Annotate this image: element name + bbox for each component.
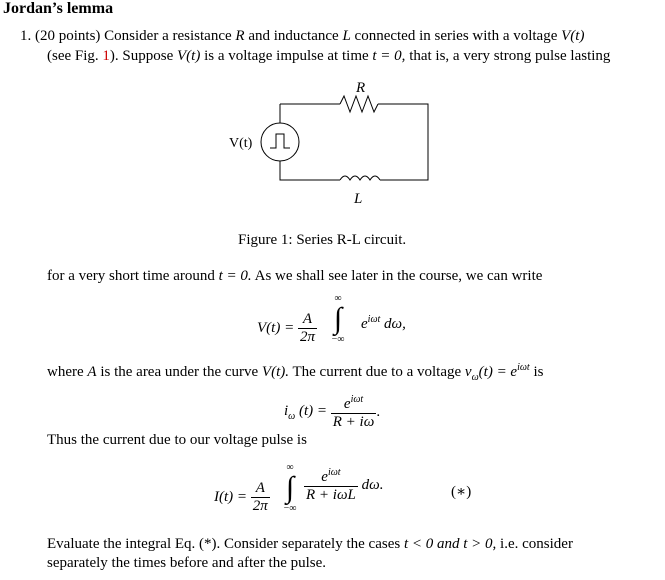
- integral-lower-limit: −∞: [331, 334, 345, 345]
- paragraph-4-line-1: Evaluate the integral Eq. (*). Consider separately the cases t < 0 and t > 0, i.e. consider: [47, 536, 573, 552]
- equation-3-integrand-fraction: $\frac{e^{i\omega t}}{\text{R + iωL}}$: [306, 467, 356, 503]
- integral-lower-limit: −∞: [283, 503, 297, 514]
- circuit-wire-bottom-left: [280, 161, 340, 180]
- voltage-source-label: V(t): [229, 136, 253, 151]
- equation-1-fraction: $\frac{A}{2\pi}$: [299, 311, 315, 345]
- equation-2-fraction: $\frac{e^{i\omega t}}{R + i\omega}$: [332, 394, 375, 430]
- equation-1: V(t) = $\frac{A}{2\pi}$: [257, 311, 315, 345]
- problem-number: 1.: [20, 28, 32, 44]
- equation-2: $i_\omega$ (t) = $\frac{e^{i\omega t}}{R + i\omega}$ .: [284, 394, 381, 430]
- voltage-source-symbol: [261, 123, 299, 161]
- paragraph-2: where A is the area under the curve V(t). The current due to a voltage $v_\omega(t) = e^{i\omega t}$ is: [47, 362, 544, 383]
- integral-symbol: ∫: [285, 471, 295, 504]
- paragraph-1: for a very short time around t = 0. As we shall see later in the course, we can write: [47, 268, 543, 284]
- circuit-wire-right: [378, 104, 428, 180]
- inductor-label: L: [354, 191, 363, 207]
- problem-line-1: 1. (20 points) Consider a resistance R and inductance L connected in series with a voltage V(t): [20, 28, 585, 44]
- problem-line-2: (see Fig. 1). Suppose V(t) is a voltage impulse at time t = 0, that is, a very strong pulse lasting: [47, 48, 611, 64]
- integral-symbol: ∫: [333, 302, 343, 335]
- equation-1-integrand: $e^{i\omega t}$ dω,: [361, 314, 406, 332]
- equation-3-fraction: $\frac{A}{2\pi}$: [252, 480, 268, 514]
- problem-points: (20 points): [35, 28, 101, 44]
- paragraph-3: Thus the current due to our voltage pulse is: [47, 432, 307, 448]
- section-heading: Jordan’s lemma: [3, 0, 114, 17]
- paragraph-4-line-2: separately the times before and after the pulse.: [47, 555, 327, 571]
- pulse-waveform-icon: [270, 134, 290, 148]
- equation-3-integrand: $\frac{e^{i\omega t}}{\text{R + iωL}}$ dω.: [306, 467, 384, 503]
- resistor-label: R: [356, 82, 366, 96]
- inductor-symbol: [340, 176, 380, 180]
- equation-1-integral: [330, 293, 346, 345]
- figure-reference-link[interactable]: 1: [102, 48, 110, 64]
- figure-caption: Figure 1: Series R-L circuit.: [238, 232, 407, 248]
- equation-tag: (∗): [451, 484, 472, 500]
- equation-3: I(t) = $\frac{A}{2\pi}$: [214, 480, 268, 514]
- integral-upper-limit: ∞: [286, 462, 294, 473]
- resistor-symbol: [340, 96, 378, 112]
- series-rl-circuit-diagram: [220, 82, 440, 217]
- integral-upper-limit: ∞: [334, 293, 342, 304]
- equation-3-integral: [281, 462, 299, 514]
